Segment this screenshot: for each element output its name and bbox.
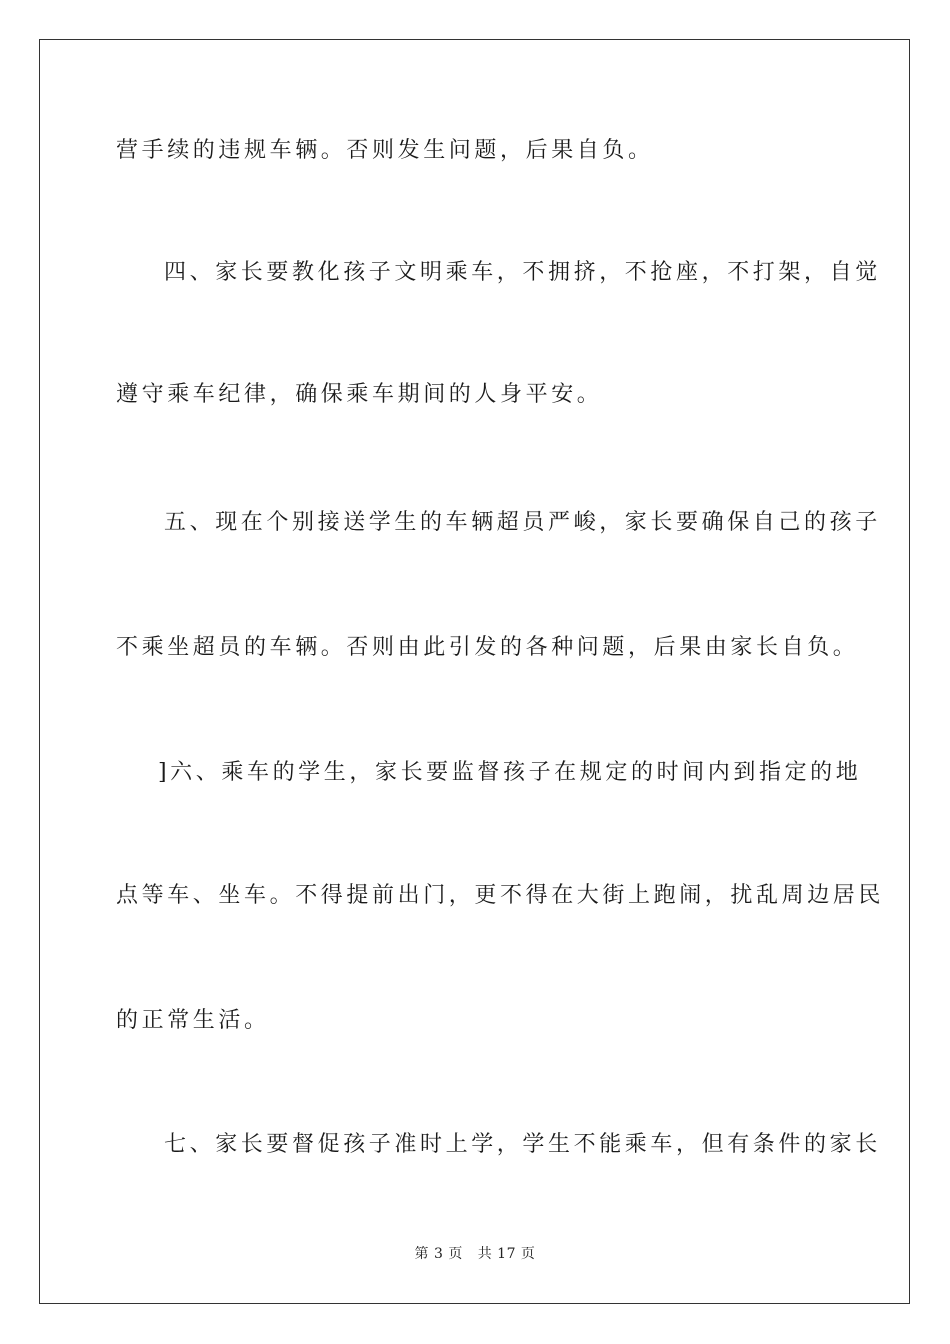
text-line: 不乘坐超员的车辆。否则由此引发的各种问题，后果由家长自负。 xyxy=(116,635,859,660)
page-total: 共 17 页 xyxy=(477,1246,536,1262)
paragraph-six-start: ]六、乘车的学生，家长要监督孩子在规定的时间内到指定的地 xyxy=(158,760,862,785)
text-line: 营手续的违规车辆。否则发生问题，后果自负。 xyxy=(116,138,654,163)
page-footer xyxy=(0,1243,950,1263)
paragraph-five-start: 五、现在个别接送学生的车辆超员严峻，家长要确保自己的孩子 xyxy=(164,510,881,535)
page-number: 第 3 页 xyxy=(414,1246,463,1262)
paragraph-four-start: 四、家长要教化孩子文明乘车，不拥挤，不抢座，不打架，自觉 xyxy=(164,260,881,285)
paragraph-seven-start: 七、家长要督促孩子准时上学，学生不能乘车，但有条件的家长 xyxy=(164,1132,881,1157)
text-line: 点等车、坐车。不得提前出门，更不得在大街上跑闹，扰乱周边居民 xyxy=(116,883,885,908)
text-line: 的正常生活。 xyxy=(116,1008,270,1033)
text-line: 遵守乘车纪律，确保乘车期间的人身平安。 xyxy=(116,382,603,407)
page-frame xyxy=(39,39,910,1304)
